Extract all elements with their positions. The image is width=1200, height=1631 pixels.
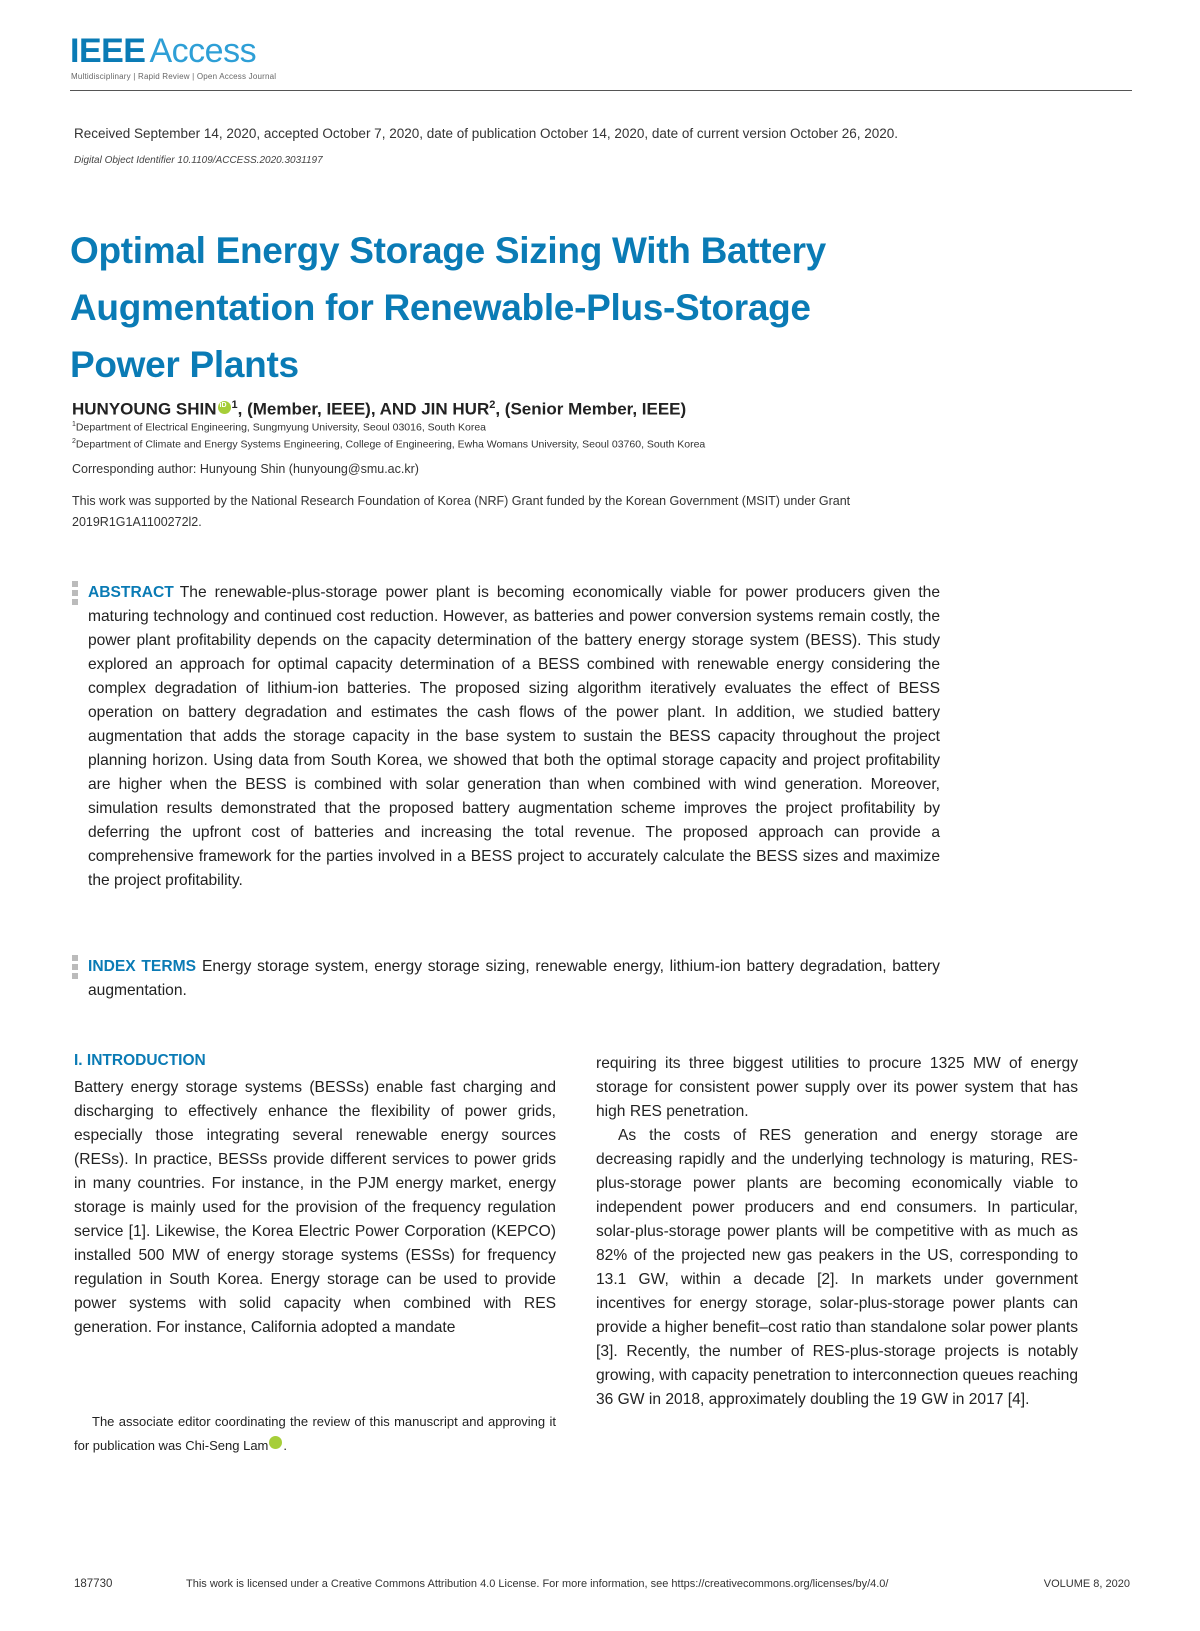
paragraph: Battery energy storage systems (BESSs) enable fast charging and discharging to effectively enhance the flexibility of power grids, especially those integrating several renewable energy sources (RESs). In practice, BESSs provide different services to power grids in many countries. For instance, in the PJM energy market, energy storage is mainly used for the provision of the frequency regulation service [1]. Likewise, the Korea Electric Power Corporation (KEPCO) installed 500 MW of energy storage systems (ESSs) for frequency regulation in South Korea. Energy storage can be used to provide power systems with solid capacity when combined with RES generation. For instance, California adopted a mandate xyxy=(74,1079,556,1336)
abstract xyxy=(88,581,940,893)
paragraph: As the costs of RES generation and energy storage are decreasing rapidly and the underlying technology is maturing, RES-plus-storage power plants are becoming economically viable to independent power producers and end consumers. In particular, solar-plus-storage power plants will be competitive with as much as 82% of the projected new gas peakers in the US, corresponding to 13.1 GW, within a decade [2]. In markets under government incentives for energy storage, solar-plus-storage power plants can provide a higher benefit–cost ratio than standalone solar power plants [3]. Recently, the number of RES-plus-storage projects is notably growing, with capacity penetration to interconnection queues reaching 36 GW in 2018, approximately doubling the 19 GW in 2017 [4]. xyxy=(596,1127,1078,1408)
funding-note: This work was supported by the National Research Foundation of Korea (NRF) Grant funded by the Korean Government (MSIT) under Grant 2019R1G1A1100272l2. xyxy=(72,494,851,529)
footnote-text: The associate editor coordinating the review of this manuscript and approving it for publication was Chi-Seng Lam xyxy=(74,1414,556,1453)
left-column xyxy=(74,1076,556,1340)
author-name: JIN HUR xyxy=(421,399,490,419)
title-line: Power Plants xyxy=(70,344,299,385)
right-column xyxy=(596,1052,1078,1412)
section-heading: I. INTRODUCTION xyxy=(74,1052,206,1069)
affiliation xyxy=(72,421,486,434)
section-marker-icon xyxy=(72,581,80,608)
affiliation xyxy=(72,438,705,451)
editor-footnote xyxy=(74,1410,556,1458)
index-terms xyxy=(88,955,940,1003)
page-number: 187730 xyxy=(74,1578,113,1590)
orcid-icon[interactable] xyxy=(269,1436,282,1449)
section-marker-icon xyxy=(72,955,80,982)
paper-title xyxy=(70,222,970,393)
title-line: Optimal Energy Storage Sizing With Battery xyxy=(70,230,826,271)
paragraph: requiring its three biggest utilities to procure 1325 MW of energy storage for consistent power supply over its power system that has high RES penetration. xyxy=(596,1055,1078,1120)
abstract-text: The renewable-plus-storage power plant is becoming economically viable for power producers given the maturing technology and continued cost reduction. However, as batteries and power conversion systems remain costly, the power plant profitability depends on the capacity determination of the battery energy storage system (BESS). This study explored an approach for optimal capacity determination of a BESS combined with renewable energy considering the complex degradation of lithium-ion batteries. The proposed sizing algorithm iteratively evaluates the effect of BESS operation on battery degradation and estimates the cash flows of the power plant. In addition, we studied battery augmentation that adds the storage capacity in the base system to sustain the BESS capacity throughout the project planning horizon. Using data from South Korea, we showed that both the optimal storage capacity and project profitability are higher when the BESS is combined with solar generation than when combined with wind generation. Moreover, simulation results demonstrated that the proposed battery augmentation scheme improves the project profitability by deferring the upfront cost of batteries and increasing the total revenue. The proposed approach can provide a comprehensive framework for the parties involved in a BESS project to accurately calculate the BESS sizes and maximize the project profitability. xyxy=(88,584,940,889)
affiliation-sup: 2 xyxy=(489,399,496,411)
affiliation-sup: 1 xyxy=(231,399,238,411)
received-dates: Received September 14, 2020, accepted October 7, 2020, date of publication October 14, 2020, date of current version October 26, 2020. xyxy=(74,126,899,141)
author-list xyxy=(72,399,686,420)
journal-logo xyxy=(70,32,256,70)
affiliation-text: Department of Climate and Energy Systems Engineering, College of Engineering, Ewha Womans University, Seoul 03760, South Korea xyxy=(75,438,706,451)
orcid-icon[interactable] xyxy=(218,401,231,414)
license-note: This work is licensed under a Creative Commons Attribution 4.0 License. For more information, see https://creativecommons.org/licenses/by/4.0/ xyxy=(186,1578,889,1590)
affiliation-sup: 2 xyxy=(72,438,76,445)
author-name: HUNYOUNG SHIN xyxy=(72,399,217,419)
corresponding-author: Corresponding author: Hunyoung Shin (hunyoung@smu.ac.kr) xyxy=(72,462,419,476)
index-terms-label: INDEX TERMS xyxy=(88,958,196,975)
logo-tagline: Multidisciplinary | Rapid Review | Open Access Journal xyxy=(71,72,277,81)
affiliation-text: Department of Electrical Engineering, Sungmyung University, Seoul 03016, South Korea xyxy=(75,421,487,434)
author-role: , (Member, IEEE), AND xyxy=(237,399,422,419)
logo-ieee: IEEE xyxy=(70,32,146,70)
title-line: Augmentation for Renewable-Plus-Storage xyxy=(70,287,811,328)
affiliation-sup: 1 xyxy=(72,421,76,428)
author-role: , (Senior Member, IEEE) xyxy=(495,399,687,419)
logo-access: Access xyxy=(149,32,257,70)
index-terms-text: Energy storage system, energy storage sizing, renewable energy, lithium-ion battery degradation, battery augmentation. xyxy=(88,958,940,999)
abstract-label: ABSTRACT xyxy=(88,584,174,601)
doi: Digital Object Identifier 10.1109/ACCESS.2020.3031197 xyxy=(74,155,323,166)
header-rule xyxy=(70,90,1132,91)
volume-info: VOLUME 8, 2020 xyxy=(1043,1578,1130,1590)
